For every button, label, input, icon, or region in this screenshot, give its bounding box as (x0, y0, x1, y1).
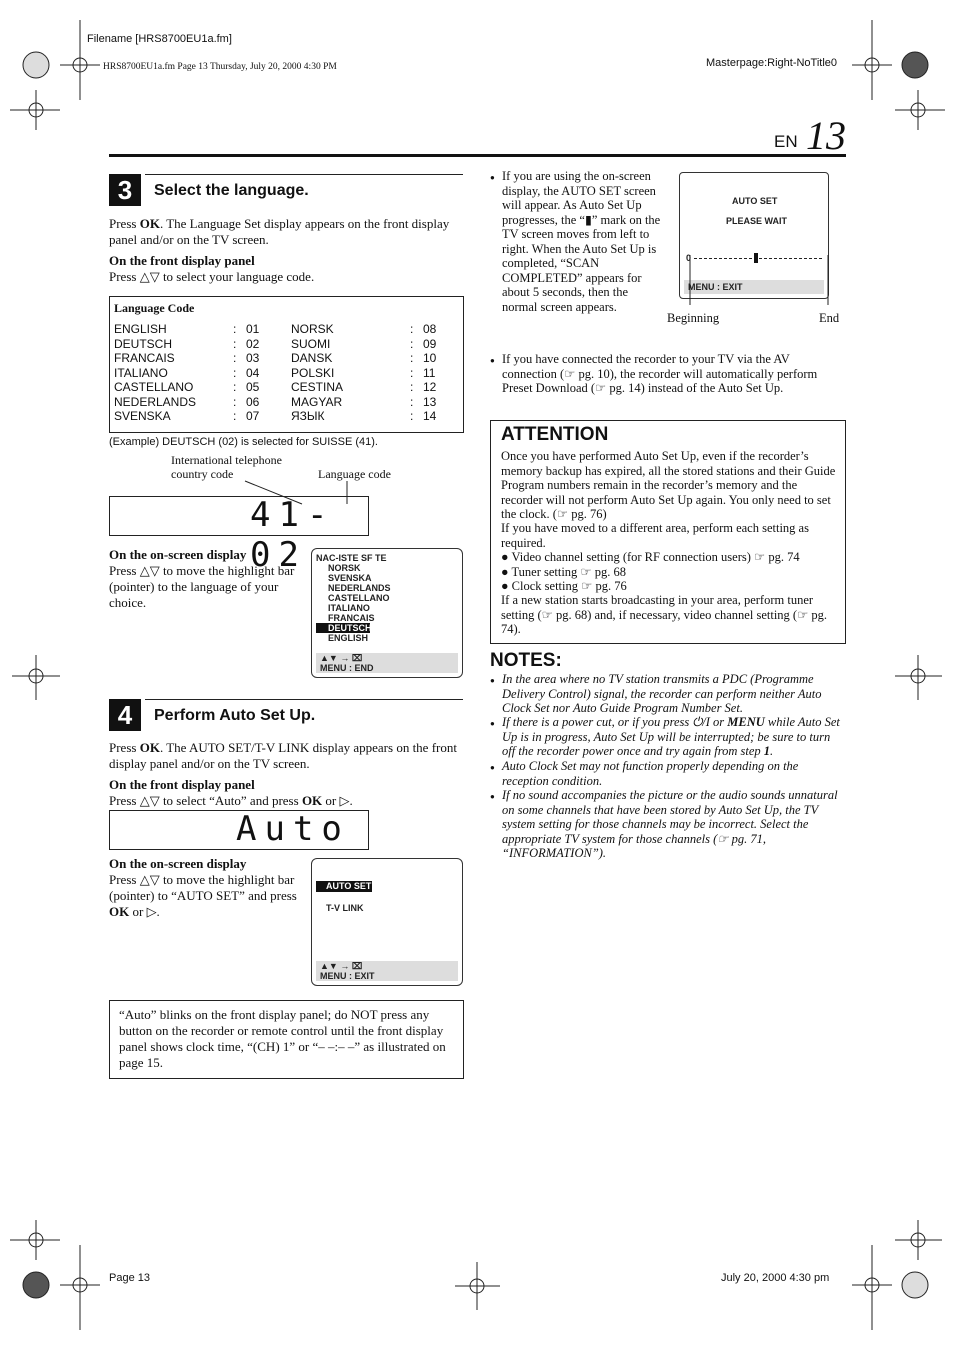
front-display-auto (109, 810, 369, 850)
attention-box (490, 420, 846, 644)
autoset-screen-footer-2: MENU : EXIT (320, 971, 375, 981)
scan-screen-title: AUTO SET (732, 196, 778, 206)
autoset-screen-footer (316, 961, 458, 981)
language-screen-item: NAC-ISTE SF TE (316, 553, 387, 563)
language-separator: : (410, 336, 414, 351)
attention-p3: If a new station starts broadcasting in your area, perform tuner setting (☞ pg. 68) and, if necessary, video channel setting (☞ pg. 74). (501, 593, 828, 636)
step-3-title: Select the language. (154, 182, 309, 199)
language-name: SUOMI (291, 336, 331, 351)
language-name: MAGYAR (291, 394, 343, 409)
right-bullet-1: ● If you are using the on-screen display, the AUTO SET screen will appear. As Auto Set Up progresses, the “▮” mark on the TV screen moves from left to right. When the Auto Set Up is completed, “SCAN COMPLETED” appears for about 5 seconds, then the normal screen appears. (502, 169, 662, 314)
right-bullet-2: ● If you have connected the recorder to your TV via the AV connection (☞ pg. 10), the recorder will automatically perform Preset Download (☞ pg. 14) instead of the Auto Set Up. (502, 352, 840, 396)
language-code: 01 (246, 322, 260, 336)
step-3-onscreen-text: Press △▽ to move the highlight bar (pointer) to the language of your choice. (109, 563, 295, 610)
lcd-language-value: 41-02 (250, 495, 336, 575)
attention-title: ATTENTION (501, 424, 609, 445)
language-code: 14 (423, 409, 437, 423)
language-code: 03 (246, 351, 260, 365)
language-code: 12 (423, 380, 437, 394)
step-4-front-heading: On the front display panel (109, 777, 255, 792)
attention-p2: If you have moved to a different area, perform each setting as required. (501, 521, 809, 550)
note-1: ● In the area where no TV station transmits a PDC (Programme Delivery Control) signal, the recorder can perform neither Auto Clock Set nor Auto Guide Program Number Set. (502, 672, 844, 716)
language-name: NEDERLANDS (114, 394, 197, 409)
attention-item: ● Tuner setting ☞ pg. 68 (501, 564, 627, 579)
note-2: ● If there is a power cut, or if you press ⏻/I or MENU while Auto Set Up is in progress, Auto Set Up will be interrupted; be sure to turn off the recorder power once and try again from step 1. (502, 715, 844, 759)
autoset-line-2: T-V LINK (326, 903, 364, 913)
note-3: ● Auto Clock Set may not function properly depending on the reception condition. (502, 759, 844, 788)
header-fileinfo: HRS8700EU1a.fm Page 13 Thursday, July 20, 2000 4:30 PM (103, 62, 337, 72)
language-screen-footer-1: ▲▼ → ⌧ (320, 653, 363, 663)
auto-blink-note (109, 1000, 464, 1079)
scan-screen-sub: PLEASE WAIT (726, 216, 788, 226)
language-separator: : (233, 394, 237, 409)
header-filename: Filename [HRS8700EU1a.fm] (87, 33, 232, 45)
header-rule (109, 154, 846, 157)
page-lang: EN (774, 132, 798, 151)
language-screen-item: NORSK (328, 563, 361, 573)
language-code: 02 (246, 336, 260, 351)
language-screen-item: ITALIANO (328, 603, 370, 613)
step-3-front-text: Press △▽ to select your language code. (109, 269, 315, 284)
attention-p1: Once you have performed Auto Set Up, even if the recorder’s memory backup has expired, all the stored stations and their Guide Program numbers remain in the recorder’s memory and the recorder will not perform Auto Set Up again. You only need to set the clock. (☞ pg. 76) (501, 449, 836, 521)
language-code: 06 (246, 394, 260, 409)
label-country-code-1: International telephone (171, 453, 282, 467)
step-4-onscreen-heading: On the on-screen display (109, 856, 247, 871)
page-number: 13 (806, 113, 846, 158)
attention-item: ● Clock setting ☞ pg. 76 (501, 579, 627, 593)
language-name: ENGLISH (114, 322, 167, 336)
language-screen-footer (316, 653, 458, 673)
language-screen-item: DEUTSCH (328, 623, 372, 633)
language-screen-item: FRANCAIS (328, 613, 375, 623)
language-separator: : (410, 351, 414, 365)
language-code: 08 (423, 322, 437, 336)
label-language-code: Language code (318, 467, 391, 481)
language-screen-item: CASTELLANO (328, 593, 390, 603)
language-code: 09 (423, 336, 437, 351)
language-separator: : (233, 322, 237, 336)
label-end: End (819, 311, 840, 325)
step-3-intro: Press OK. The Language Set display appears on the front display panel and/or on the TV screen. (109, 216, 450, 247)
language-name: SVENSKA (114, 409, 171, 423)
language-separator: : (410, 409, 414, 423)
language-separator: : (410, 380, 414, 394)
language-separator: : (233, 336, 237, 351)
language-name: ITALIANO (114, 365, 168, 380)
language-name: POLSKI (291, 365, 335, 380)
language-name: DEUTSCH (114, 336, 173, 351)
autoset-screen-footer-1: ▲▼ → ⌧ (320, 961, 363, 971)
step-4-front-text: Press △▽ to select “Auto” and press OK or ▷. (109, 793, 353, 808)
header-masterpage: Masterpage:Right-NoTitle0 (706, 57, 838, 69)
note-4: ● If no sound accompanies the picture or the audio sounds unnatural on some channels that have been stored by Auto Set Up, the TV system setting for those channels may be incorrect. Select the appropriate TV system for those channels (☞ pg. 71, “INFORMATION”). (502, 788, 844, 861)
language-name: CASTELLANO (114, 380, 194, 394)
language-screen (311, 548, 463, 678)
label-beginning: Beginning (667, 311, 720, 325)
lcd-auto-value: Auto (236, 809, 350, 849)
language-code: 04 (246, 365, 260, 380)
language-name: DANSK (291, 351, 333, 365)
language-code: 05 (246, 380, 260, 394)
step-4-intro: Press OK. The AUTO SET/T-V LINK display appears on the front display panel and/or on the TV screen. (109, 740, 457, 771)
label-country-code-2: country code (171, 467, 234, 481)
language-separator: : (233, 365, 237, 380)
language-code: 11 (423, 365, 436, 380)
scan-callout-lines (680, 250, 840, 310)
footer-page: Page 13 (109, 1272, 150, 1284)
language-separator: : (410, 322, 414, 336)
step-3-onscreen-heading: On the on-screen display (109, 547, 247, 562)
language-name: NORSK (291, 322, 334, 336)
language-code: 07 (246, 409, 260, 423)
language-name: CESTINA (291, 380, 344, 394)
auto-blink-note-text: “Auto” blinks on the front display panel; do NOT press any button on the recorder or remote control until the front display panel shows clock time, “(CH) 1” or “– –:– –” as illustrated on page 15. (119, 1007, 446, 1070)
attention-item: ● Video channel setting (for RF connection users) ☞ pg. 74 (501, 550, 800, 564)
footer-date: July 20, 2000 4:30 pm (721, 1272, 830, 1284)
step-4-number: 4 (109, 699, 141, 731)
language-code: 13 (423, 394, 437, 409)
language-screen-item: ENGLISH (328, 633, 369, 643)
language-separator: : (410, 365, 414, 380)
notes-title: NOTES: (490, 650, 562, 671)
language-separator: : (410, 394, 414, 409)
step-3-number: 3 (109, 174, 141, 206)
step-3-rule (145, 174, 463, 175)
language-separator: : (233, 351, 237, 365)
language-screen-item: SVENSKA (328, 573, 372, 583)
language-separator: : (233, 409, 237, 423)
language-code: 10 (423, 351, 437, 365)
step-3-front-heading: On the front display panel (109, 253, 255, 268)
language-code-table (109, 296, 464, 433)
step-4-onscreen-text: Press △▽ to move the highlight bar (pointer) to “AUTO SET” and press OK or ▷. (109, 872, 297, 919)
scan-screen-footer-text: MENU : EXIT (688, 282, 743, 292)
autoset-line-1: AUTO SET (326, 881, 372, 891)
autoset-screen (311, 858, 463, 986)
language-name: FRANCAIS (114, 351, 175, 365)
step-4-title: Perform Auto Set Up. (154, 707, 316, 724)
example-text: (Example) DEUTSCH (02) is selected for SUISSE (41). (109, 436, 378, 448)
step-4-rule (145, 699, 463, 700)
scan-zero: 0 (686, 253, 692, 263)
language-name: ЯЗЫК (291, 409, 325, 423)
language-screen-footer-2: MENU : END (320, 663, 374, 673)
language-table-title: Language Code (114, 301, 195, 315)
language-separator: : (233, 380, 237, 394)
language-screen-item: NEDERLANDS (328, 583, 391, 593)
